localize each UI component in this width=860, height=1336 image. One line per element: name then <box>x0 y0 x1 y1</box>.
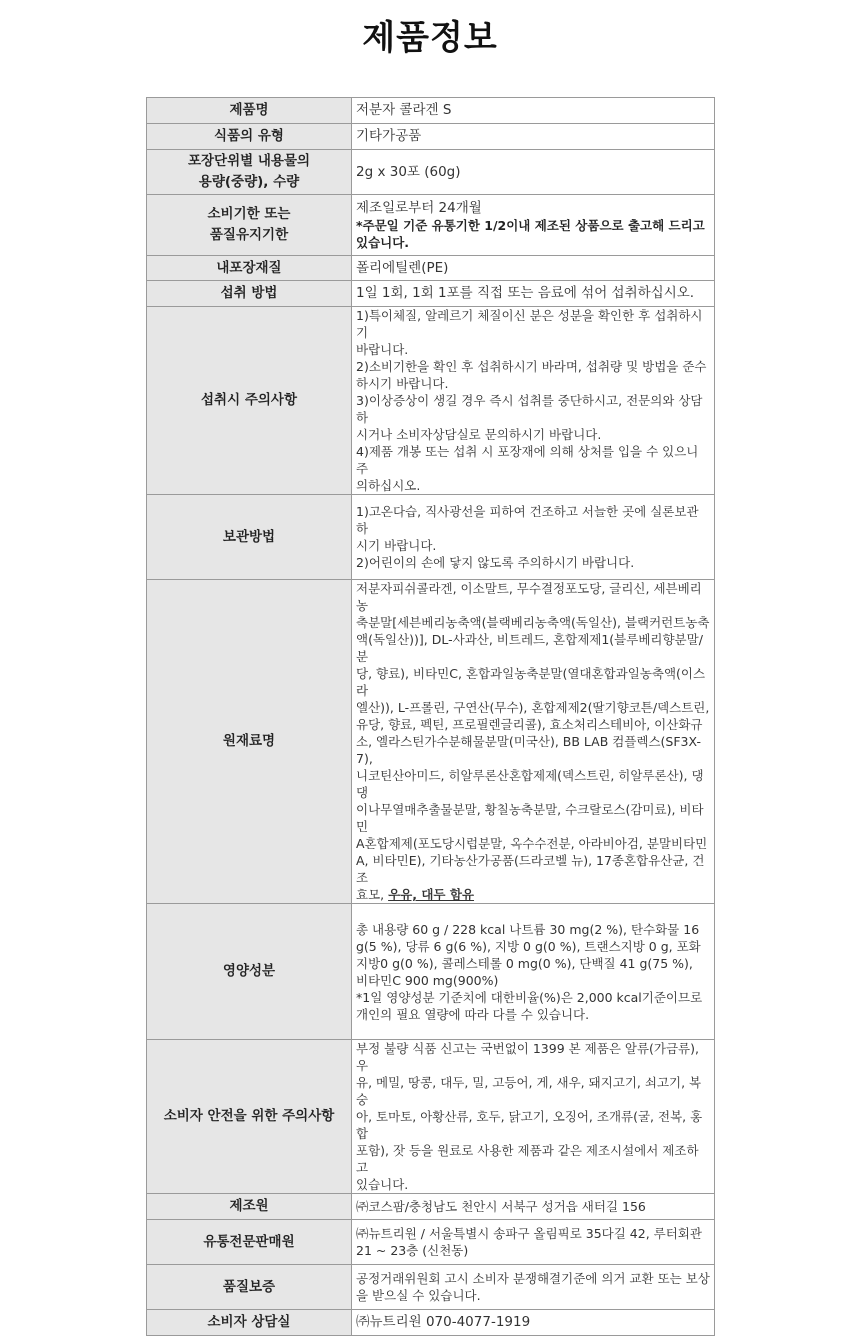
table-row <box>147 904 715 1040</box>
table-row <box>147 307 715 495</box>
row-value: 1일 1회, 1회 1포를 직접 또는 음료에 섞어 섭취하십시오. <box>352 281 715 307</box>
row-value: 1)특이체질, 알레르기 체질이신 분은 성분을 확인한 후 섭취하시기 바랍니다. 2)소비기한을 확인 후 섭취하시기 바라며, 섭취량 및 방법을 준수 하시기 바랍니다. 3)이상증상이 생길 경우 즉시 섭취를 중단하시고, 전문의와 상담하 시거나 소비자상담실로 문의하시기 바랍니다. 4)제품 개봉 또는 섭취 시 포장재에 의해 상처를 입을 수 있으니 주 의하십시오. <box>352 307 715 495</box>
row-label: 유통전문판매원 <box>147 1220 352 1265</box>
row-value: 저분자 콜라겐 S <box>352 98 715 124</box>
table-row <box>147 1220 715 1265</box>
table-row <box>147 580 715 904</box>
page-title: 제품정보 <box>362 18 498 58</box>
table-row <box>147 256 715 281</box>
row-value: 총 내용량 60 g / 228 kcal 나트륨 30 mg(2 %), 탄수화물 16 g(5 %), 당류 6 g(6 %), 지방 0 g(0 %), 트랜스지방 0 g, 포화 지방0 g(0 %), 콜레스테롤 0 mg(0 %), 단백질 41 g(75 %), 비타민C 900 mg(900%) *1일 영양성분 기준치에 대한비율(%)은 2,000 kcal기준이므로 개인의 필요 열량에 따라 다를 수 있습니다. <box>352 904 715 1040</box>
row-label: 섭취시 주의사항 <box>147 307 352 495</box>
row-value: 폴리에틸렌(PE) <box>352 256 715 281</box>
row-value: ㈜뉴트리원 070-4077-1919 <box>352 1310 715 1336</box>
row-label: 제품명 <box>147 98 352 124</box>
table-row <box>147 281 715 307</box>
row-value: 기타가공품 <box>352 124 715 150</box>
row-label: 소비기한 또는 품질유지기한 <box>147 195 352 256</box>
row-value: 공정거래위원회 고시 소비자 분쟁해결기준에 의거 교환 또는 보상 을 받으실 수 있습니다. <box>352 1265 715 1310</box>
row-label: 식품의 유형 <box>147 124 352 150</box>
table-row <box>147 1265 715 1310</box>
row-value: ㈜뉴트리원 / 서울특별시 송파구 올림픽로 35다길 42, 루터회관 21 ~ 23층 (신천동) <box>352 1220 715 1265</box>
row-label: 포장단위별 내용물의 용량(중량), 수량 <box>147 150 352 195</box>
table-row <box>147 1194 715 1220</box>
table-row <box>147 150 715 195</box>
row-value: 저분자피쉬콜라겐, 이소말트, 무수결정포도당, 글리신, 세븐베리농 축분말[세븐베리농축액(블랙베리농축액(독일산), 블랙커런트농축 액(독일산))], DL-사과산, 비트레드, 혼합제제1(블루베리향분말/분 당, 향료), 비타민C, 혼합과일농축분말(열대혼합과일농축액(이스라 엘산)), L-프롤린, 구연산(무수), 혼합제제2(딸기향코튼/덱스트린, 유당, 향료, 펙틴, 프로필렌글리콜), 효소처리스테비아, 이산화규 소, 엘라스틴가수분해물분말(미국산), BB LAB 컴플렉스(SF3X-7), 니코틴산아미드, 히알루론산혼합제제(덱스트린, 히알루론산), 댕댕 이나무열매추출물분말, 황칠농축분말, 수크랄로스(감미료), 비타민 A혼합제제(포도당시럽분말, 옥수수전분, 아라비아검, 분말비타민 A, 비타민E), 기타농산가공품(드라코벨 뉴), 17종혼합유산균, 건조 효모, 우유, 대두 함유 <box>352 580 715 904</box>
table-row <box>147 98 715 124</box>
row-value: ㈜코스팜/충청남도 천안시 서북구 성거읍 새터길 156 <box>352 1194 715 1220</box>
table-row <box>147 195 715 256</box>
table-row <box>147 1310 715 1336</box>
table-row <box>147 124 715 150</box>
row-label: 소비자 상담실 <box>147 1310 352 1336</box>
row-value: 1)고온다습, 직사광선을 피하여 건조하고 서늘한 곳에 실론보관하 시기 바랍니다. 2)어린이의 손에 닿지 않도록 주의하시기 바랍니다. <box>352 495 715 580</box>
row-label: 제조원 <box>147 1194 352 1220</box>
row-label: 보관방법 <box>147 495 352 580</box>
table-row <box>147 495 715 580</box>
row-label: 소비자 안전을 위한 주의사항 <box>147 1040 352 1194</box>
row-label: 내포장재질 <box>147 256 352 281</box>
row-label: 품질보증 <box>147 1265 352 1310</box>
row-value: 부정 불량 식품 신고는 국번없이 1399 본 제품은 알류(가금류), 우 유, 메밀, 땅콩, 대두, 밀, 고등어, 게, 새우, 돼지고기, 쇠고기, 복숭 아, 토마토, 아황산류, 호두, 닭고기, 오징어, 조개류(굴, 전복, 홍합 포함), 잣 등을 원료로 사용한 제품과 같은 제조시설에서 제조하고 있습니다. <box>352 1040 715 1194</box>
row-value: 제조일로부터 24개월 *주문일 기준 유통기한 1/2이내 제조된 상품으로 출고해 드리고 있습니다. <box>352 195 715 256</box>
product-info-table <box>146 97 715 1336</box>
row-label: 원재료명 <box>147 580 352 904</box>
row-value: 2g x 30포 (60g) <box>352 150 715 195</box>
table-row <box>147 1040 715 1194</box>
allergen-emphasis: 우유, 대두 함유 <box>388 887 475 902</box>
shipping-note: *주문일 기준 유통기한 1/2이내 제조된 상품으로 출고해 드리고 <box>356 217 705 233</box>
row-label: 영양성분 <box>147 904 352 1040</box>
row-label: 섭취 방법 <box>147 281 352 307</box>
